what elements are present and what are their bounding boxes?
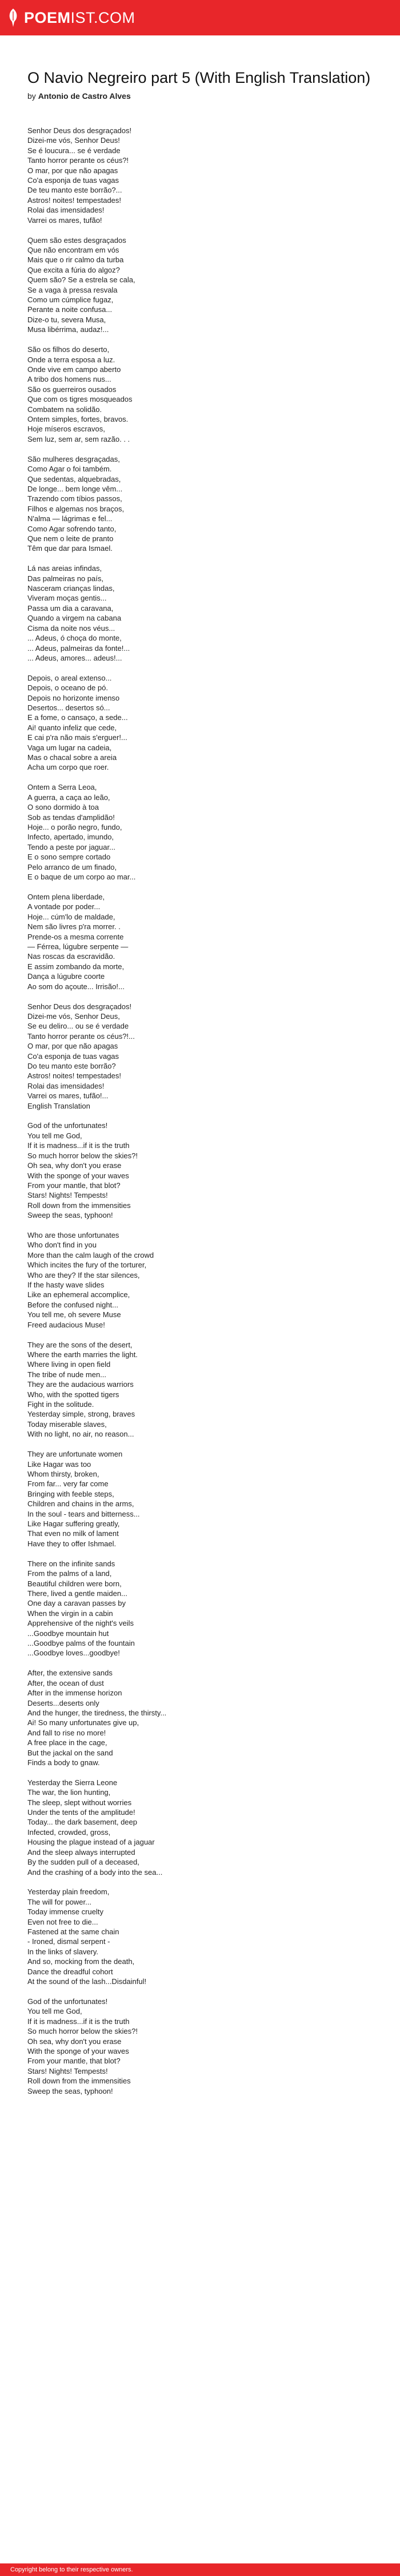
poem-line: There on the infinite sands — [27, 1559, 115, 1568]
poem-line: Ontem simples, fortes, bravos. — [27, 414, 129, 423]
poem-line: E a fome, o cansaço, a sede... — [27, 713, 128, 722]
poem-line: Sweep the seas, typhoon! — [27, 1211, 113, 1220]
poem-line: Quem são estes desgraçados — [27, 235, 126, 245]
poem-line: Sweep the seas, typhoon! — [27, 2086, 113, 2095]
poem-line: Como Agar sofrendo tanto, — [27, 524, 117, 533]
poem-line: The will for power... — [27, 1897, 91, 1906]
poem-line: And the sleep always interrupted — [27, 1847, 135, 1857]
poem-line: You tell me God, — [27, 2007, 82, 2016]
poem-line: Rolai das imensidades! — [27, 206, 105, 215]
poem-line: They are the audacious warriors — [27, 1380, 134, 1389]
poem-line: Fastened at the same chain — [27, 1927, 119, 1937]
stanza — [27, 1230, 373, 1330]
poem-line: Sem luz, sem ar, sem razão. . . — [27, 434, 130, 443]
poem-line: Depois no horizonte imenso — [27, 693, 120, 702]
poem-line: Stars! Nights! Tempests! — [27, 2066, 108, 2075]
poem-line: Finds a body to gnaw. — [27, 1758, 100, 1767]
poem-line: Se a vaga à pressa resvala — [27, 285, 118, 294]
poem-line: And so, mocking from the death, — [27, 1957, 135, 1966]
poem-line: Perante a noite confusa... — [27, 305, 113, 314]
poem-line: Co'a esponja de tuas vagas — [27, 1051, 119, 1061]
poem-line: Como um cúmplice fugaz, — [27, 295, 114, 304]
poem-line: De teu manto este borrão?... — [27, 186, 122, 195]
poem-line: Stars! Nights! Tempests! — [27, 1191, 108, 1200]
poem-line: Who are those unfortunates — [27, 1231, 119, 1240]
poem-line: Passa um dia a caravana, — [27, 603, 114, 613]
stanza — [27, 1778, 373, 1877]
poem-line: Das palmeiras no país, — [27, 574, 103, 583]
poem-line: They are the sons of the desert, — [27, 1340, 133, 1349]
stanza — [27, 345, 373, 444]
poem-line: Whom thirsty, broken, — [27, 1469, 99, 1478]
poem-line: If the hasty wave slides — [27, 1281, 105, 1290]
poem-line: Nem são livres p'ra morrer. . — [27, 922, 121, 931]
poem-line: And the crashing of a body into the sea... — [27, 1867, 163, 1877]
poem-line: Dize-o tu, severa Musa, — [27, 315, 106, 324]
poem-line: Lá nas areias infindas, — [27, 564, 102, 573]
poem-line: Senhor Deus dos desgraçados! — [27, 126, 132, 135]
poem-line: O sono dormido à toa — [27, 803, 99, 812]
poem-line: Onde a terra esposa a luz. — [27, 355, 115, 364]
poem-line: — Férrea, lúgubre serpente — — [27, 942, 129, 951]
poem-line: Hoje míseros escravos, — [27, 425, 105, 434]
poem-line: Like Hagar suffering greatly, — [27, 1519, 120, 1528]
poem-line: Astros! noites! tempestades! — [27, 195, 122, 205]
poem-line: Depois, o oceano de pó. — [27, 683, 108, 693]
site-header — [0, 0, 400, 35]
poem-line: Cisma da noite nos véus... — [27, 623, 115, 633]
poem-line: Tanto horror perante os céus?! — [27, 156, 129, 165]
poem-line: Infecto, apertado, imundo, — [27, 833, 114, 842]
poem-line: E cai p'ra não mais s'erguer!... — [27, 733, 127, 742]
poem-line: Se é loucura... se é verdade — [27, 146, 121, 155]
poem-line: Rolai das imensidades! — [27, 1081, 105, 1090]
poem-line: At the sound of the lash...Disdainful! — [27, 1977, 147, 1986]
poem-line: There, lived a gentle maiden... — [27, 1589, 127, 1598]
poem-line: After in the immense horizon — [27, 1689, 122, 1698]
poem-line: The sleep, slept without worries — [27, 1798, 132, 1807]
poem-line: E o baque de um corpo ao mar... — [27, 873, 136, 882]
stanza — [27, 1559, 373, 1658]
poem-line: Sob as tendas d'amplidão! — [27, 813, 115, 822]
poem-line: Yesterday plain freedom, — [27, 1887, 110, 1897]
poem-line: You tell me God, — [27, 1131, 82, 1140]
poem-line: Que com os tigres mosqueados — [27, 395, 133, 404]
poem-line: From far... very far come — [27, 1479, 109, 1489]
poem-line: God of the unfortunates! — [27, 1121, 108, 1130]
poem-line: Que excita a fúria do algoz? — [27, 265, 120, 274]
poem-line: São os guerreiros ousados — [27, 385, 117, 394]
poem-line: A free place in the cage, — [27, 1738, 107, 1747]
poem-line: Combatem na solidão. — [27, 405, 102, 414]
poem-line: Infected, crowded, gross, — [27, 1827, 111, 1837]
poem-line: Roll down from the immensities — [27, 2077, 131, 2086]
poem-line: When the virgin in a cabin — [27, 1609, 113, 1618]
poem-line: Mas o chacal sobre a areia — [27, 753, 117, 762]
poem-line: Que nem o leite de pranto — [27, 534, 114, 543]
poem-content — [0, 35, 400, 2096]
poem-line: Trazendo com tíbios passos, — [27, 494, 122, 503]
poem-line: Senhor Deus dos desgraçados! — [27, 1002, 132, 1011]
poem-line: Vaga um lugar na cadeia, — [27, 743, 112, 752]
poem-line: Depois, o areal extenso... — [27, 673, 112, 682]
poem-body — [27, 126, 373, 2096]
poem-line: Bringing with feeble steps, — [27, 1489, 114, 1498]
poem-line: Even not free to die... — [27, 1917, 98, 1926]
poem-line: Yesterday simple, strong, braves — [27, 1410, 135, 1419]
poem-line: Que sedentas, alquebradas, — [27, 474, 121, 483]
poem-line: Beautiful children were born, — [27, 1579, 122, 1588]
copyright-text: Copyright belong to their respective owners. — [10, 2566, 133, 2573]
poem-line: Varrei os mares, tufão!... — [27, 1091, 109, 1101]
poem-line: Quem são? Se a estrela se cala, — [27, 275, 135, 285]
poem-line: ...Goodbye mountain hut — [27, 1629, 109, 1638]
poem-line: De longe... bem longe vêm... — [27, 484, 123, 493]
byline-prefix: by — [27, 91, 38, 101]
stanza — [27, 563, 373, 663]
poem-line: Dance the dreadful cohort — [27, 1967, 113, 1976]
poem-line: Yesterday the Sierra Leone — [27, 1778, 118, 1787]
stanza — [27, 1002, 373, 1111]
site-footer — [0, 2563, 400, 2576]
poem-line: By the sudden pull of a deceased, — [27, 1858, 139, 1867]
poem-line: Filhos e algemas nos braços, — [27, 504, 125, 513]
poem-line: O mar, por que não apagas — [27, 166, 118, 175]
poem-line: So much horror below the skies?! — [27, 2027, 138, 2036]
stanza — [27, 235, 373, 335]
poem-line: Dizei-me vós, Senhor Deus, — [27, 1011, 120, 1021]
poem-line: Desertos... desertos só... — [27, 703, 110, 713]
poem-line: São os filhos do deserto, — [27, 345, 110, 354]
poem-line: But the jackal on the sand — [27, 1748, 113, 1757]
poem-line: Se eu deliro... ou se é verdade — [27, 1022, 129, 1031]
poem-line: ... Adeus, palmeiras da fonte!... — [27, 643, 130, 653]
poem-line: English Translation — [27, 1101, 90, 1110]
poem-line: Oh sea, why don't you erase — [27, 2037, 122, 2046]
poem-line: Housing the plague instead of a jaguar — [27, 1838, 155, 1847]
poem-line: Ai! quanto infeliz que cede, — [27, 723, 117, 732]
poem-line: In the links of slavery. — [27, 1947, 99, 1956]
poem-line: Today... the dark basement, deep — [27, 1818, 137, 1827]
byline — [27, 91, 373, 101]
poem-line: Which incites the fury of the torturer, — [27, 1261, 147, 1270]
poem-line: ...Goodbye palms of the fountain — [27, 1638, 135, 1647]
poem-line: ... Adeus, ó choça do monte, — [27, 634, 122, 643]
poem-line: If it is madness...if it is the truth — [27, 2017, 130, 2026]
poem-line: More than the calm laugh of the crowd — [27, 1250, 154, 1259]
poem-line: Nasceram crianças lindas, — [27, 584, 115, 593]
poem-line: Who are they? If the star silences, — [27, 1270, 140, 1279]
poem-line: Roll down from the immensities — [27, 1201, 131, 1210]
poem-line: Before the confused night... — [27, 1300, 118, 1309]
poem-line: Fight in the solitude. — [27, 1400, 94, 1409]
poem-line: With the sponge of your waves — [27, 2047, 129, 2055]
poem-line: E o sono sempre cortado — [27, 853, 111, 862]
poem-line: Ai! So many unfortunates give up, — [27, 1718, 139, 1727]
poem-line: Dizei-me vós, Senhor Deus! — [27, 136, 120, 145]
poem-line: Under the tents of the amplitude! — [27, 1808, 135, 1817]
stanza — [27, 1449, 373, 1549]
poem-line: After, the ocean of dust — [27, 1678, 104, 1687]
stanza — [27, 1668, 373, 1767]
stanza — [27, 1997, 373, 2096]
poem-line: Where living in open field — [27, 1360, 111, 1369]
poem-line: Que não encontram em vós — [27, 245, 119, 254]
poem-line: Quando a virgem na cabana — [27, 614, 122, 623]
poem-line: With no light, no air, no reason... — [27, 1430, 134, 1439]
poem-line: One day a caravan passes by — [27, 1599, 126, 1608]
poem-line: From your mantle, that blot? — [27, 2057, 121, 2066]
poem-line: Viveram moças gentis... — [27, 594, 107, 603]
poem-line: And the hunger, the tiredness, the thirsty... — [27, 1708, 167, 1717]
poem-line: In the soul - tears and bitterness... — [27, 1509, 140, 1518]
poem-line: São mulheres desgraçadas, — [27, 454, 120, 463]
poem-line: Co'a esponja de tuas vagas — [27, 176, 119, 185]
stanza — [27, 454, 373, 554]
poem-line: ...Goodbye loves...goodbye! — [27, 1649, 120, 1658]
stanza — [27, 673, 373, 773]
poem-line: Today immense cruelty — [27, 1907, 103, 1917]
poem-line: If it is madness...if it is the truth — [27, 1141, 130, 1150]
poem-title: O Navio Negreiro part 5 (With English Translation) — [27, 69, 371, 86]
poem-line: A vontade por poder... — [27, 902, 101, 911]
poem-line: You tell me, oh severe Muse — [27, 1310, 121, 1319]
poem-line: The war, the lion hunting, — [27, 1788, 111, 1797]
poem-line: Astros! noites! tempestades! — [27, 1071, 122, 1081]
stanza — [27, 1121, 373, 1220]
poem-line: - Ironed, dismal serpent - — [27, 1937, 110, 1946]
poem-line: Who don't find in you — [27, 1241, 97, 1250]
poem-line: Varrei os mares, tufão! — [27, 215, 102, 225]
poem-line: From the palms of a land, — [27, 1569, 112, 1578]
poem-line: Ao som do açoute... Irrisão!... — [27, 982, 125, 991]
poem-line: Where the earth marries the light. — [27, 1350, 138, 1359]
poem-line: Têm que dar para Ismael. — [27, 544, 113, 553]
poem-line: Hoje... o porão negro, fundo, — [27, 823, 122, 831]
poem-line: Dança a lúgubre coorte — [27, 972, 105, 981]
poem-line: They are unfortunate women — [27, 1450, 123, 1459]
poem-line: N'alma — lágrimas e fel... — [27, 514, 113, 523]
poem-line: Do teu manto este borrão? — [27, 1061, 116, 1070]
poem-line: From your mantle, that blot? — [27, 1181, 121, 1190]
poem-line: Deserts...deserts only — [27, 1698, 99, 1707]
poem-line: Como Agar o foi também. — [27, 465, 112, 474]
poem-line: Freed audacious Muse! — [27, 1320, 105, 1329]
poem-line: Nas roscas da escravidão. — [27, 952, 115, 961]
poem-line: That even no milk of lament — [27, 1529, 119, 1538]
poem-line: Prende-os a mesma corrente — [27, 932, 124, 941]
poem-line: Children and chains in the arms, — [27, 1499, 134, 1509]
poem-line: Musa libérrima, audaz!... — [27, 325, 109, 334]
poem-line: Like an ephemeral accomplice, — [27, 1290, 130, 1299]
poem-line: With the sponge of your waves — [27, 1171, 129, 1180]
poem-line: Today miserable slaves, — [27, 1419, 107, 1429]
poem-line: After, the extensive sands — [27, 1669, 113, 1678]
poem-line: Tendo a peste por jaguar... — [27, 842, 115, 851]
poem-line: Tanto horror perante os céus?!... — [27, 1031, 135, 1041]
quill-icon — [7, 8, 19, 27]
poem-line: Acha um corpo que roer. — [27, 763, 109, 772]
logo-text-light: IST.COM — [70, 9, 135, 26]
stanza — [27, 782, 373, 882]
poem-line: A tribo dos homens nus... — [27, 375, 111, 384]
poem-line: Have they to offer Ishmael. — [27, 1539, 117, 1548]
poem-line: O mar, por que não apagas — [27, 1042, 118, 1051]
author-link[interactable]: Antonio de Castro Alves — [38, 91, 131, 101]
poem-line: The tribe of nude men... — [27, 1370, 107, 1379]
stanza — [27, 1340, 373, 1439]
poem-line: Oh sea, why don't you erase — [27, 1161, 122, 1170]
poem-line: Who, with the spotted tigers — [27, 1390, 119, 1399]
poem-line: Onde vive em campo aberto — [27, 365, 121, 374]
poem-line: A guerra, a caça ao leão, — [27, 793, 110, 802]
poem-line: God of the unfortunates! — [27, 1997, 108, 2006]
poem-line: Pelo arranco de um finado, — [27, 862, 117, 871]
stanza — [27, 126, 373, 225]
poem-line: E assim zombando da morte, — [27, 962, 125, 971]
poem-line: Like Hagar was too — [27, 1459, 91, 1469]
stanza — [27, 1887, 373, 1986]
poem-line: Ontem a Serra Leoa, — [27, 783, 97, 792]
poem-line: Hoje... cúm'lo de maldade, — [27, 912, 115, 921]
poem-line: And fall to rise no more! — [27, 1728, 106, 1737]
site-logo[interactable] — [7, 8, 135, 27]
poem-line: Ontem plena liberdade, — [27, 892, 105, 901]
poem-line: ... Adeus, amores... adeus!... — [27, 653, 122, 662]
logo-text-bold: POEM — [24, 9, 71, 26]
poem-line: So much horror below the skies?! — [27, 1151, 138, 1160]
stanza — [27, 892, 373, 991]
poem-line: Apprehensive of the night's veils — [27, 1619, 134, 1628]
poem-line: Mais que o rir calmo da turba — [27, 255, 124, 265]
